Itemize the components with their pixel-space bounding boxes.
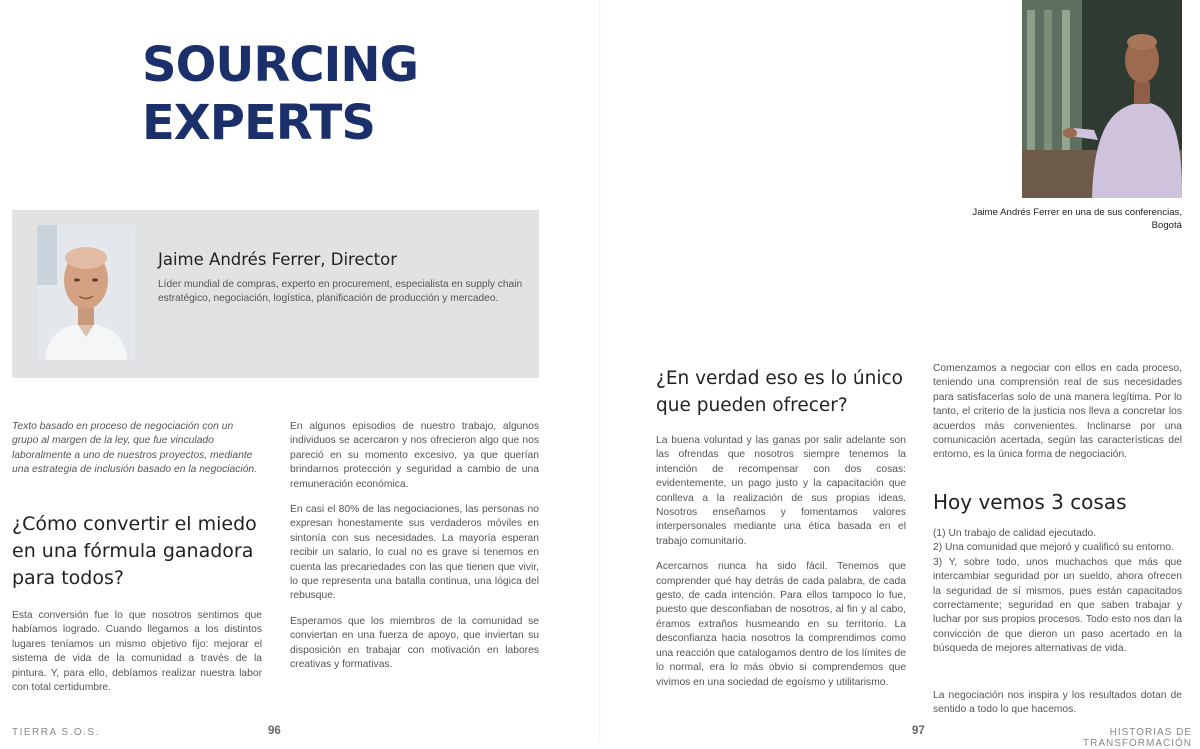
list-item: 3) Y, sobre todo, unos muchachos que más que intercambiar seguridad por un sueldo, ahora ofrecen la seguridad de sí mismos, pues están capacitados correctamente; seguridad en que saben trabajar y luchar por sus propios procesos. Todo esto nos dan la convicción de que dieron un paso acertado en la búsqueda de mejores alternativas de vida. — [933, 556, 1182, 655]
results-list — [933, 527, 1182, 657]
page-title — [142, 36, 442, 152]
left-column-1 — [12, 609, 262, 706]
footer-publication: TIERRA S.O.S. — [12, 727, 100, 738]
right-heading: ¿En verdad eso es lo único que pueden ofrecer? — [656, 368, 903, 416]
page-number-left: 96 — [268, 725, 281, 737]
photo-illustration — [1022, 0, 1182, 198]
portrait-illustration — [37, 225, 135, 360]
col3-paragraph-1: La buena voluntad y las ganas por salir adelante son las ofrendas que nosotros siempre tenemos la intención de recompensar con dos cosas: evidentemente, un pago justo y la capacitación que conlleva a la realización de sus propias ideas. Nosotros enseñamos y fomentamos valores interpersonales mediante una ética basada en el trabajo comunitario. — [656, 435, 906, 547]
page-gutter — [599, 0, 601, 743]
list-item: 2) Una comunidad que mejoró y cualificó su entorno. — [933, 542, 1174, 554]
closing-paragraph: La negociación nos inspira y los resultados dotan de sentido a todo lo que hacemos. — [933, 690, 1182, 716]
profile-name: Jaime Andrés Ferrer, Director — [158, 250, 398, 269]
title-line-1: SOURCING — [142, 37, 418, 93]
left-heading: ¿Cómo convertir el miedo en una fórmula ganadora para todos? — [12, 513, 257, 589]
col2-paragraph-1: En algunos episodios de nuestro trabajo, algunos individuos se acercaron y nos ofrecieron algo que nos pareció en su momento excesivo, ya que querían brindarnos protección y seguridad a cambio de una remuneración económica. — [290, 421, 539, 490]
subheading: Hoy vemos 3 cosas — [933, 490, 1127, 514]
photo-caption: Jaime Andrés Ferrer en una de sus conferencias, Bogotá — [972, 207, 1182, 231]
col4-paragraph: Comenzamos a negociar con ellos en cada proceso, teniendo una comprensión real de sus necesidades para satisfacerlas solo de una manera legítima. Por lo tanto, el criterio de la justicia nos lleva a concretar los acuerdos más convenientes. Inclinarse por una comunicación acertada, según las características del entorno, es la única forma de negociación. — [933, 363, 1182, 461]
col1-paragraph: Esta conversión fue lo que nosotros sentimos que habíamos logrado. Cuando llegamos a los distintos lugares teníamos un mismo objetivo fijo: mejorar el sistema de vida de la comunidad a través de la pintura. Y, para ello, debíamos realizar nuestra labor con total certidumbre. — [12, 610, 262, 694]
col2-paragraph-2: En casi el 80% de las negociaciones, las personas no expresan honestamente sus verdaderos móviles en sintonía con sus necesidades. La mayoría esperan recibir un salario, lo cual no es grave si tenemos en cuenta las precariedades con las que tienen que vivir, lo que representa una batalla continua, una lógica del rebusque. — [290, 504, 539, 602]
col2-paragraph-3: Esperamos que los miembros de la comunidad se conviertan en una fuerza de apoyo, que inviertan su disposición en trabajar con motivación en labores creativas y formativas. — [290, 615, 539, 671]
list-item: (1) Un trabajo de calidad ejecutado. — [933, 528, 1097, 539]
title-line-2: EXPERTS — [142, 95, 375, 151]
profile-description: Líder mundial de compras, experto en procurement, especialista en supply chain estratégico, negociación, logística, planificación de producción y mercadeo. — [158, 279, 523, 304]
intro-note: Texto basado en proceso de negociación con un grupo al margen de la ley, que fue vinculado laboralmente a uno de nuestros proyectos, mediante una estrategia de inclusión basado en la negociación. — [12, 421, 258, 476]
col3-paragraph-2: Acercarnos nunca ha sido fácil. Tenemos que comprender qué hay detrás de cada palabra, de cada gesto, de cada intención. Para ellos tampoco lo fue, puesto que desconfiaban de nosotros, al fin y al cabo, éramos extraños husmeando en su territorio. La desconfianza hacia nosotros la comprendimos como una reacción que catalogamos dentro de los límites de lo normal, era lo más obvio si comprendemos que vivimos en una sociedad de egoísmo y utilitarismo. — [656, 561, 906, 688]
right-column-2 — [933, 362, 1182, 474]
right-column-1 — [656, 434, 906, 701]
left-column-2 — [290, 420, 539, 684]
profile-box — [12, 210, 539, 378]
page-number-right: 97 — [912, 725, 925, 737]
conference-photo — [1022, 0, 1182, 198]
profile-portrait — [37, 225, 135, 360]
footer-section: HISTORIAS DE TRANSFORMACIÓN — [1083, 727, 1192, 749]
